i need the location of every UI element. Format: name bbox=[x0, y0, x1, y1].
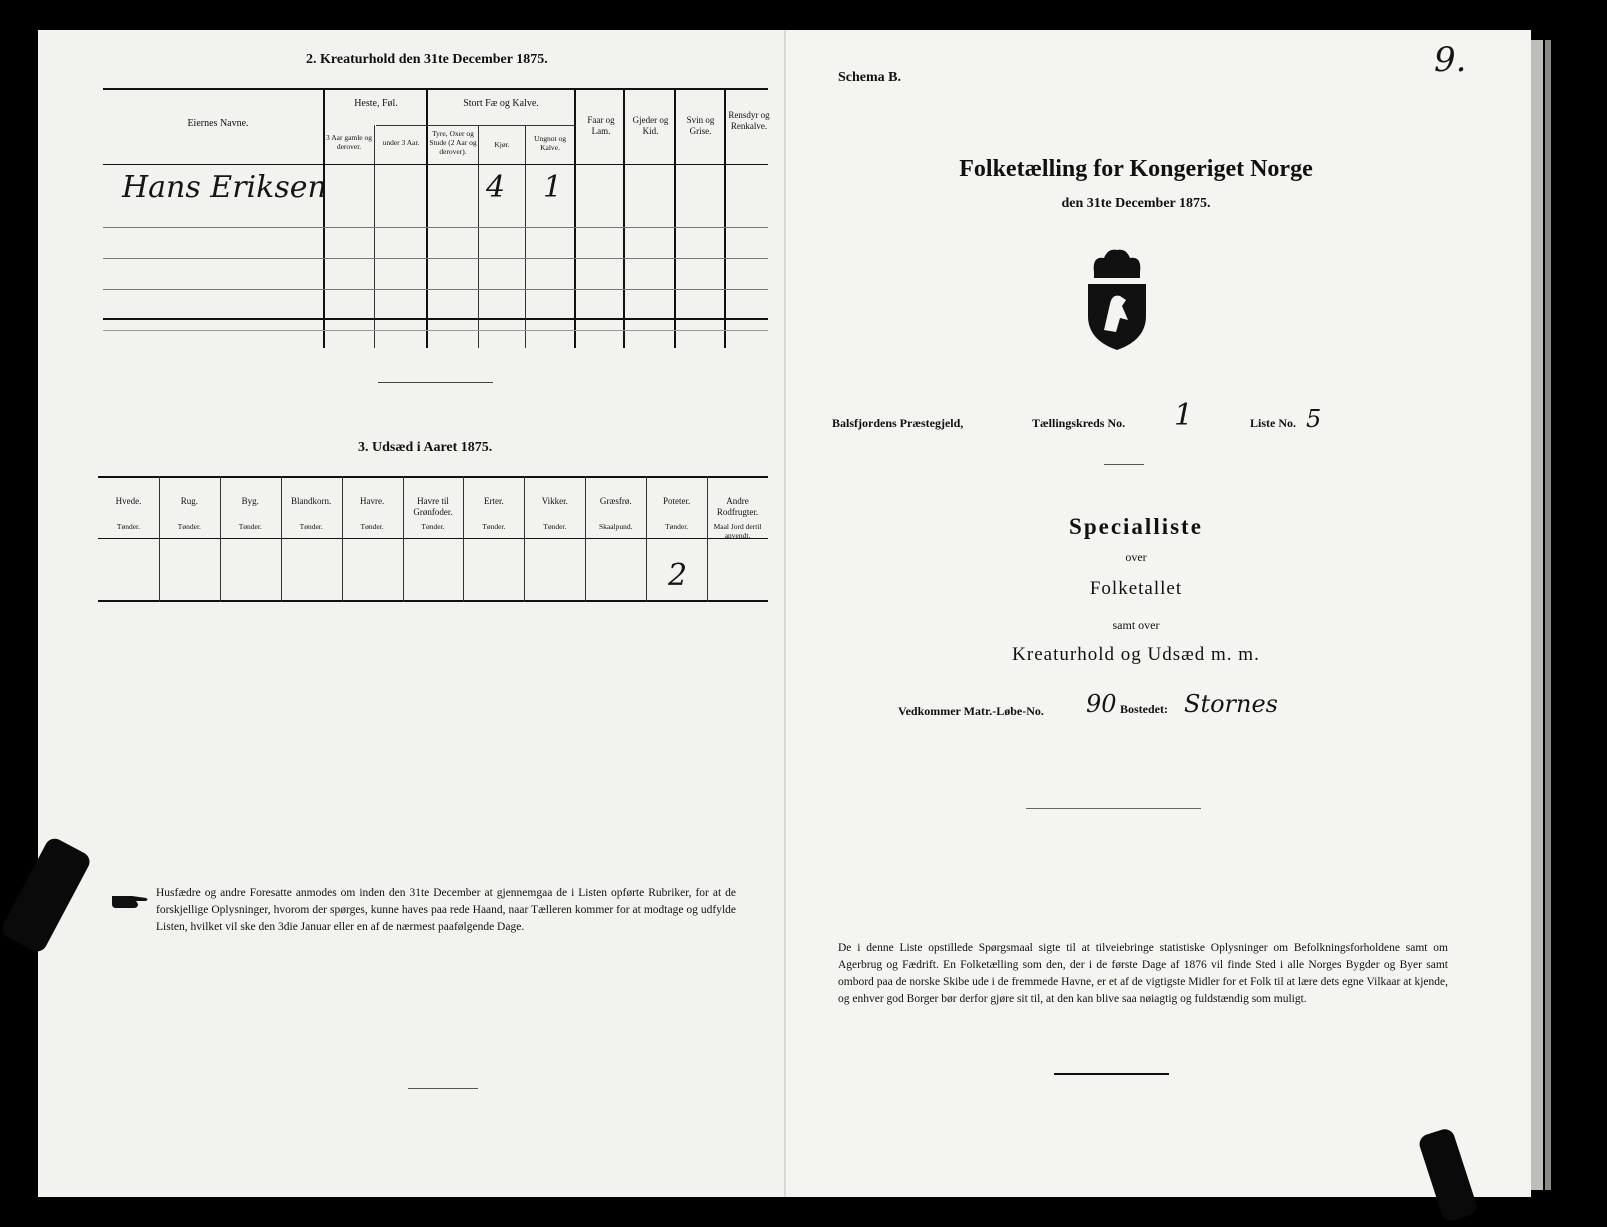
seed-column-divider bbox=[220, 476, 221, 602]
section3-title: 3. Udsæd i Aaret 1875. bbox=[358, 440, 493, 455]
horses-old-header: 3 Aar gamle og derover. bbox=[325, 133, 373, 151]
seed-column-divider bbox=[524, 476, 525, 602]
potatoes-value: 2 bbox=[668, 558, 688, 593]
owner-name: Hans Eriksen bbox=[122, 170, 327, 205]
specialliste-title: Specialliste bbox=[1069, 514, 1203, 539]
horses-young-header: under 3 Aar. bbox=[382, 138, 420, 147]
pigs-header: Svin og Grise. bbox=[686, 115, 715, 136]
sheep-header: Faar og Lam. bbox=[587, 115, 615, 136]
matr-value: 90 bbox=[1086, 690, 1117, 718]
seed-column-unit: Tønder. bbox=[299, 522, 323, 531]
seed-column-label: Græsfrø. bbox=[599, 496, 632, 506]
cattle-cows-header: Kjør. bbox=[494, 140, 510, 149]
notice-text: Husfædre og andre Foresatte anmodes om inden den 31te December at gjennemgaa de i Listen opførte Rubriker, for at de forskjellige Oplysninger, hvorom der spørges, kunne haves paa rede Haand, naar Tælleren kommer for at modtage og udfylde Listen, hvilket vil ske den 3die Januar eller en af de nærmest paafølgende Dage. bbox=[156, 887, 736, 933]
section2-title: 2. Kreaturhold den 31te December 1875. bbox=[306, 52, 548, 67]
seed-column-unit: Tønder. bbox=[177, 522, 201, 531]
bosted-label: Bostedet: bbox=[1120, 702, 1168, 716]
seed-column-unit: Tønder. bbox=[482, 522, 506, 531]
over-label: over bbox=[1125, 550, 1147, 564]
folketallet-label: Folketallet bbox=[1089, 578, 1183, 599]
page-number: 9. bbox=[1434, 40, 1467, 80]
horses-header: Heste, Føl. bbox=[354, 98, 398, 109]
seed-column-label: Rug. bbox=[180, 496, 198, 506]
main-title: Folketælling for Kongeriget Norge bbox=[959, 156, 1313, 182]
divider bbox=[1104, 464, 1144, 465]
page-edges bbox=[1545, 40, 1551, 1190]
table-top-rule bbox=[103, 88, 768, 90]
seed-column-unit: Tønder. bbox=[360, 522, 384, 531]
cows-count: 4 bbox=[486, 170, 506, 205]
kreaturhold-label: Kreaturhold og Udsæd m. m. bbox=[1012, 644, 1260, 665]
seed-column-divider bbox=[159, 476, 160, 602]
seed-column-unit: Tønder. bbox=[238, 522, 262, 531]
bottom-divider bbox=[1054, 1073, 1169, 1075]
seed-column-divider bbox=[403, 476, 404, 602]
footer-text: De i denne Liste opstillede Spørgsmaal sigte til at tilveiebringe statistiske Oplysninger om Befolkningsforholdene samt om Agerbrug og Fædrift. En Folketælling som den, der i de første Dage af 1876 vil finde Sted i alle Norges Bygder og Byer samt ombord paa de norske Skibe ude i de fremmede Havne, er et af de vigtigste Midler for et Folk til at lære dets egne Vilkaar at kjende, og enhver god Borger bør derfor gjøre sit til, at den kan blive saa nøiagtig og fuldstændig som muligt. bbox=[838, 942, 1448, 1005]
district-value: 1 bbox=[1174, 398, 1194, 433]
matr-label: Vedkommer Matr.-Løbe-No. bbox=[898, 704, 1044, 718]
seed-column-divider bbox=[646, 476, 647, 602]
seed-column-label: Byg. bbox=[241, 496, 259, 506]
samt-over-label: samt over bbox=[1112, 618, 1160, 632]
right-page bbox=[786, 30, 1531, 1197]
page-edges bbox=[1531, 40, 1543, 1190]
schema-label: Schema B. bbox=[838, 70, 901, 85]
cattle-young-header: Ungnot og Kalve. bbox=[534, 134, 566, 152]
list-value: 5 bbox=[1306, 405, 1322, 433]
goats-header: Gjeder og Kid. bbox=[632, 115, 669, 136]
cattle-header: Stort Fæ og Kalve. bbox=[463, 98, 539, 109]
bottom-divider bbox=[408, 1088, 478, 1089]
seed-column-divider bbox=[463, 476, 464, 602]
bosted-value: Stornes bbox=[1184, 690, 1278, 718]
seed-column-unit: Skaalpund. bbox=[598, 522, 633, 531]
seed-column-unit: Tønder. bbox=[543, 522, 567, 531]
seed-column-label: Andre Rodfrugter. bbox=[716, 496, 759, 517]
seed-column-label: Hvede. bbox=[115, 496, 142, 506]
reindeer-header: Rensdyr og Renkalve. bbox=[728, 110, 770, 131]
seed-column-label: Vikker. bbox=[541, 496, 568, 506]
main-date: den 31te December 1875. bbox=[1061, 196, 1211, 211]
seed-column-unit: Tønder. bbox=[116, 522, 141, 531]
parish-label: Balsfjordens Præstegjeld, bbox=[832, 416, 964, 430]
seed-column-divider bbox=[281, 476, 282, 602]
divider bbox=[1026, 808, 1201, 809]
cattle-bulls-header: Tyre, Oxer og Stude (2 Aar og derover). bbox=[429, 129, 477, 156]
seed-column-unit: Maal Jord dertil anvendt. bbox=[713, 522, 762, 540]
seed-column-label: Poteter. bbox=[663, 496, 691, 506]
owner-header: Eiernes Navne. bbox=[187, 118, 249, 129]
seed-column-label: Blandkorn. bbox=[291, 496, 332, 506]
norway-coat-of-arms-icon bbox=[1082, 244, 1152, 354]
left-page bbox=[38, 30, 786, 1197]
seed-column-divider bbox=[342, 476, 343, 602]
seed-column-unit: Tønder. bbox=[421, 522, 445, 531]
pointing-hand-icon bbox=[110, 890, 150, 912]
seed-column-label: Havre til Grønfoder. bbox=[413, 496, 453, 517]
district-label: Tællingskreds No. bbox=[1032, 416, 1126, 430]
list-label: Liste No. bbox=[1250, 416, 1296, 430]
seed-column-divider bbox=[585, 476, 586, 602]
seed-column-label: Erter. bbox=[484, 496, 504, 506]
divider bbox=[378, 382, 493, 383]
seed-column-unit: Tønder. bbox=[665, 522, 689, 531]
seed-column-label: Havre. bbox=[359, 496, 385, 506]
young-cattle-count: 1 bbox=[543, 170, 563, 205]
